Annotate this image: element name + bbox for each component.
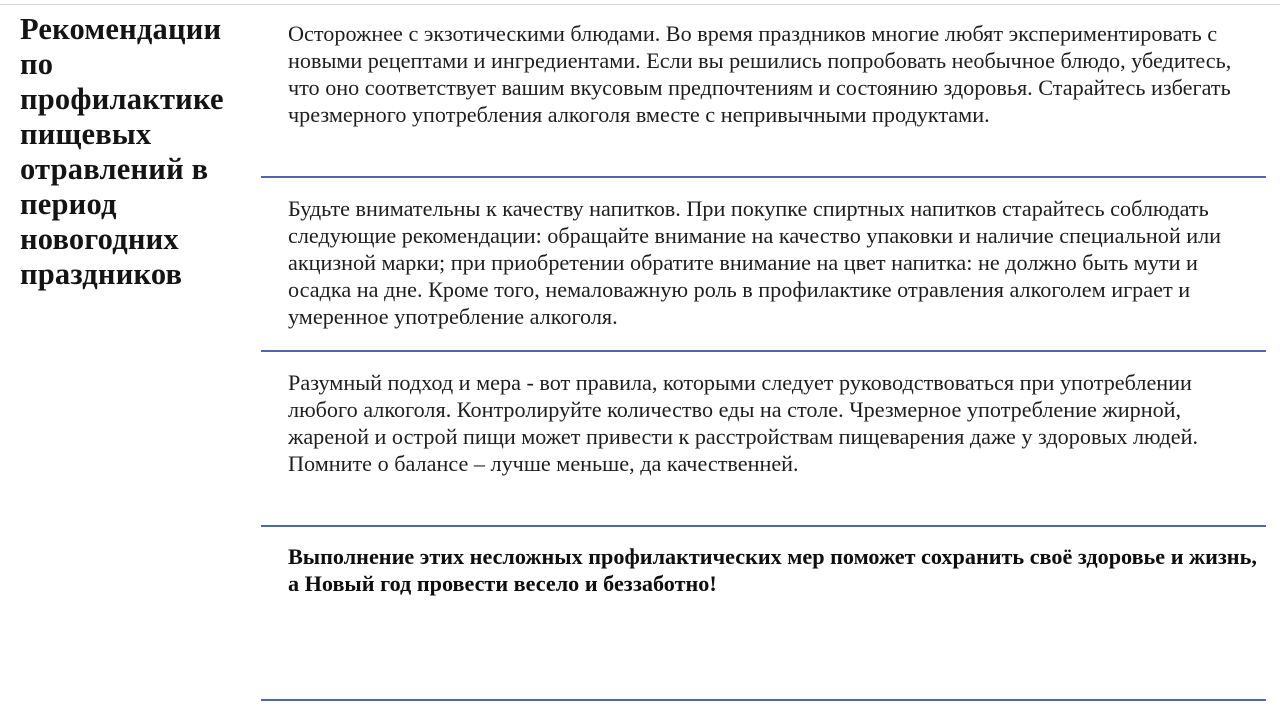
section-moderation: Разумный подход и мера - вот правила, которыми следует руководствоваться при употреблении любого алкоголя. Контролируйте количество еды на столе. Чрезмерное употребление жирной, жареной и острой пищи может привести к расстройствам пищеварения даже у здоровых людей. Помните о балансе – лучше меньше, да качественней.	[288, 370, 1199, 476]
section-divider	[261, 699, 1266, 701]
section-divider	[261, 525, 1266, 527]
section-conclusion: Выполнение этих несложных профилактических мер поможет сохранить своё здоровье и жизнь, а Новый год провести весело и беззаботно!	[288, 544, 1257, 596]
section-divider	[261, 350, 1266, 352]
section-exotic-dishes: Осторожнее с экзотическими блюдами. Во время праздников многие любят экспериментировать с новыми рецептами и ингредиентами. Если вы решились попробовать необычное блюдо, убедитесь, что оно соответствует вашим вкусовым предпочтениям и состоянию здоровья. Старайтесь избегать чрезмерного употребления алкоголя вместе с непривычными продуктами.	[288, 21, 1232, 127]
section-drinks-quality: Будьте внимательны к качеству напитков. При покупке спиртных напитков старайтесь соблюдать следующие рекомендации: обращайте внимание на качество упаковки и наличие специальной или акцизной марки; при приобретении обратите внимание на цвет напитка: не должно быть мути и осадка на дне. Кроме того, немаловажную роль в профилактике отравления алкоголем играет и умеренное употребление алкоголя.	[288, 196, 1222, 329]
page-title: Рекомендации по профилактике пищевых отравлений в период новогодних праздников	[20, 12, 224, 291]
top-divider	[0, 4, 1280, 5]
section-divider	[261, 176, 1266, 178]
